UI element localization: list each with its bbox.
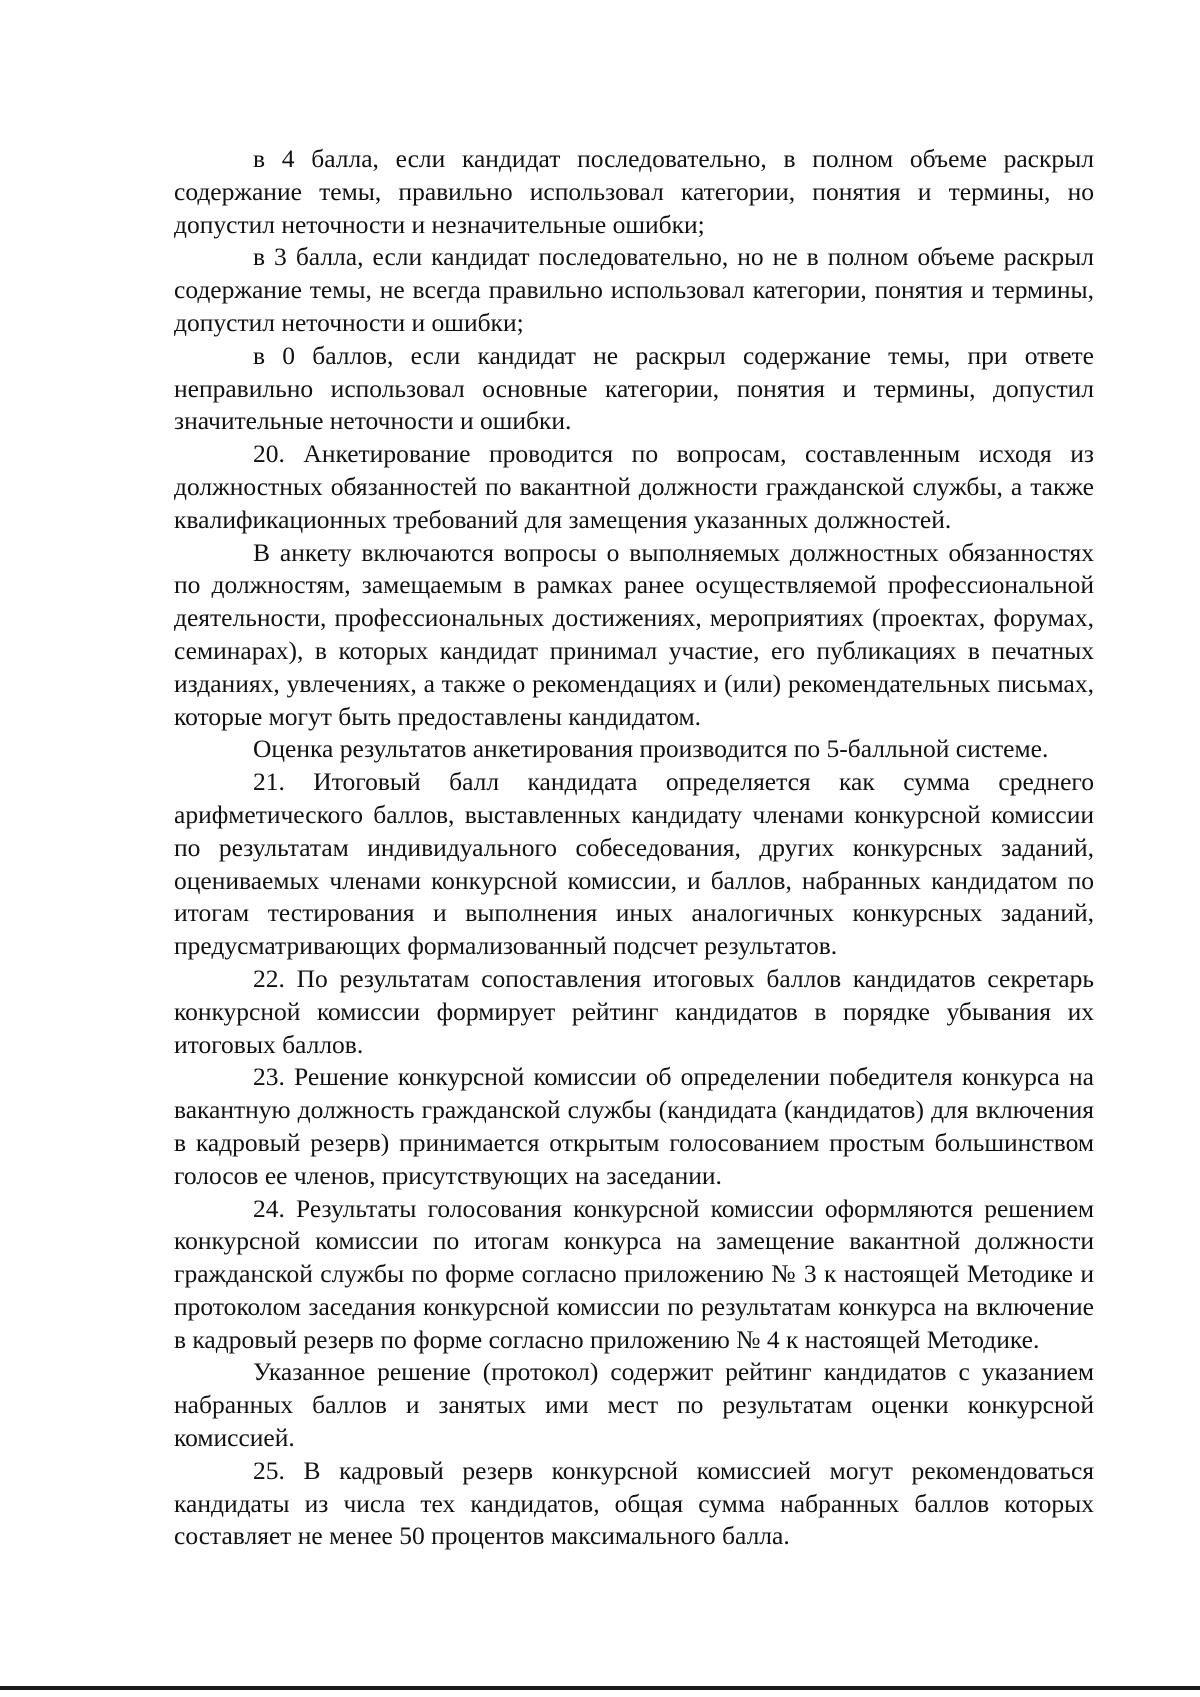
paragraph-22: 22. По результатам сопоставления итоговых баллов кандидатов секретарь конкурсной комиссии формирует рейтинг кандидатов в порядке убывания их итоговых баллов. xyxy=(174,963,1094,1059)
paragraph-questionnaire: В анкету включаются вопросы о выполняемых должностных обязанностях по должностям, замещаемым в рамках ранее осуществляемой профессиональной деятельности, профессиональных достижениях, мероприятиях (проектах, форумах, семинарах), в которых кандидат принимал участие, его публикациях в печатных изданиях, увлечениях, а также о рекомендациях и (или) рекомендательных письмах, которые могут быть предоставлены кандидатом. xyxy=(174,537,1094,731)
paragraph-score-3: в 3 балла, если кандидат последовательно, но не в полном объеме раскрыл содержание темы, не всегда правильно использовал категории, понятия и термины, допустил неточности и ошибки; xyxy=(174,242,1094,337)
paragraph-21: 21. Итоговый балл кандидата определяется как сумма среднего арифметического баллов, выставленных кандидату членами конкурсной комиссии по результатам индивидуального собеседования, других конкурсных заданий, оцениваемых членами конкурсной комиссии, и баллов, набранных кандидатом по итогам тестирования и выполнения иных аналогичных конкурсных заданий, предусматривающих формализованный подсчет результатов. xyxy=(174,767,1094,961)
page-bottom-edge xyxy=(0,1686,1200,1690)
paragraph-24: 24. Результаты голосования конкурсной комиссии оформляются решением конкурсной комиссии по итогам конкурса на замещение вакантной должности гражданской службы по форме согласно приложению № 3 к настоящей Методике и протоколом заседания конкурсной комиссии по результатам конкурса на включение в кадровый резерв по форме согласно приложению № 4 к настоящей Методике. xyxy=(174,1193,1094,1354)
paragraph-questionnaire-scoring: Оценка результатов анкетирования производится по 5-балльной системе. xyxy=(253,734,1049,764)
paragraph-25: 25. В кадровый резерв конкурсной комиссией могут рекомендоваться кандидаты из числа тех кандидатов, общая сумма набранных баллов которых составляет не менее 50 процентов максимального балла. xyxy=(174,1455,1094,1551)
paragraph-score-0: в 0 баллов, если кандидат не раскрыл содержание темы, при ответе неправильно использовал основные категории, понятия и термины, допустил значительные неточности и ошибки. xyxy=(174,340,1094,436)
document-body xyxy=(174,143,1094,1553)
paragraph-23: 23. Решение конкурсной комиссии об определении победителя конкурса на вакантную должность гражданской службы (кандидата (кандидатов) для включения в кадровый резерв) принимается открытым голосованием простым большинством голосов ее членов, присутствующих на заседании. xyxy=(174,1062,1094,1190)
paragraph-20: 20. Анкетирование проводится по вопросам, составленным исходя из должностных обязанностей по вакантной должности гражданской службы, а также квалификационных требований для замещения указанных должностей. xyxy=(174,439,1094,534)
paragraph-decision-rating: Указанное решение (протокол) содержит рейтинг кандидатов с указанием набранных баллов и занятых ими мест по результатам оценки конкурсной комиссией. xyxy=(174,1357,1094,1453)
paragraph-score-4: в 4 балла, если кандидат последовательно, в полном объеме раскрыл содержание темы, правильно использовал категории, понятия и термины, но допустил неточности и незначительные ошибки; xyxy=(174,144,1094,239)
